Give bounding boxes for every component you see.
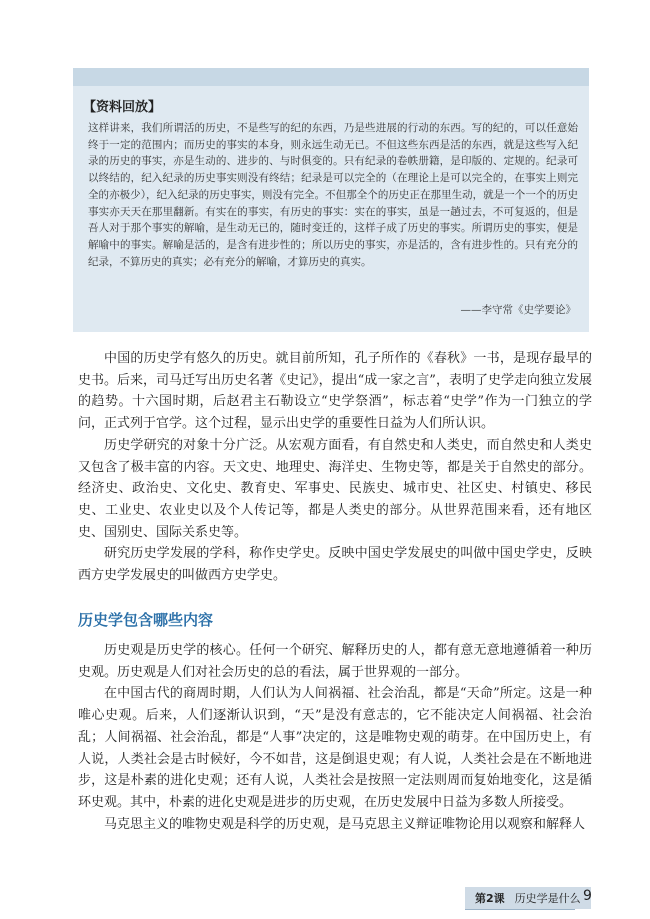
excerpt-source: ——李守常《史学要论》 — [460, 304, 576, 316]
paragraph: 历史观是历史学的核心。任何一个研究、解释历史的人，都有意无意地遵循着一种历史观。历史观是人们对社会历史的总的看法，属于世界观的一部分。 — [78, 643, 592, 680]
body-section-top — [78, 348, 592, 587]
footer-rule — [465, 909, 575, 910]
lesson-number: 第2课 — [475, 892, 505, 905]
paragraph: 历史学研究的对象十分广泛。从宏观方面看，有自然史和人类史，而自然史和人类史又包含了极丰富的内容。天文史、地理史、海洋史、生物史等，都是关于自然史的部分。经济史、政治史、文化史、教育史、军事史、民族史、城市史、社区史、村镇史、移民史、工业史、农业史以及个人传记等，都是人类史的部分。从世界范围来看，还有地区史、国别史、国际关系史等。 — [78, 437, 592, 540]
paragraph: 马克思主义的唯物史观是科学的历史观，是马克思主义辩证唯物论用以观察和解释人 — [104, 816, 586, 832]
page-number: 9 — [583, 888, 592, 904]
section-heading: 历史学包含哪些内容 — [78, 611, 214, 629]
paragraph: 研究历史学发展的学科，称作史学史。反映中国史学发展史的叫做中国史学史，反映西方史学发展史的叫做西方史学史。 — [78, 546, 592, 584]
body-section-bottom — [78, 640, 592, 835]
running-footer — [465, 887, 591, 909]
lesson-title: 历史学是什么 — [514, 892, 581, 905]
excerpt-tag: 【资料回放】 — [83, 100, 162, 115]
paragraph: 在中国古代的商周时期，人们认为人间祸福、社会治乱，都是“天命”所定。这是一种唯心史观。后来，人们逐渐认识到，“天”是没有意志的，它不能决定人间祸福、社会治乱；人间祸福、社会治乱，都是“人事”决定的，这是唯物史观的萌芽。在中国历史上，有人说，人类社会是古时候好，今不如昔，这是倒退史观；有人说，人类社会是在不断地进步，这是朴素的进化史观；还有人说，人类社会是按照一定法则周而复始地变化，这是循环史观。其中，朴素的进化史观是进步的历史观，在历史发展中日益为多数人所接受。 — [78, 686, 592, 810]
excerpt-text: 这样讲来，我们所谓活的历史，不是些写的纪的东西，乃是些进展的行动的东西。写的纪的，可以任意始终于一定的范围内；而历史的事实的本身，则永远生动无已。不但这些东西是活的东西，就是这些写入纪录的历史的事实，亦是生动的、进步的、与时俱变的。只有纪录的卷帙册籍，是印版的、定规的。纪录可以终结的，纪入纪录的历史事实则没有终结；纪录是可以完全的（在理论上是可以完全的，在事实上则完全的亦极少），纪入纪录的历史事实，则没有完全。不但那全个的历史正在那里生动，就是一个一个的历史事实亦天天在那里翻新。有实在的事实，有历史的事实：实在的事实，虽是一趟过去，不可复返的，但是吾人对于那个事实的解喻，是生动无已的，随时变迁的，这样子成了历史的事实。所谓历史的事实，便是解喻中的事实。解喻是活的，是含有进步性的；所以历史的事实，亦是活的，含有进步性的。只有充分的纪录，不算历史的真实；必有充分的解喻，才算历史的真实。 — [88, 122, 578, 268]
paragraph: 中国的历史学有悠久的历史。就目前所知，孔子所作的《春秋》一书，是现存最早的史书。后来，司马迁写出历史名著《史记》，提出“成一家之言”，表明了史学走向独立发展的趋势。十六国时期，后赵君主石勒设立“史学祭酒”，标志着“史学”作为一门独立的学问，正式列于官学。这个过程，显示出史学的重要性日益为人们所认识。 — [78, 351, 592, 432]
